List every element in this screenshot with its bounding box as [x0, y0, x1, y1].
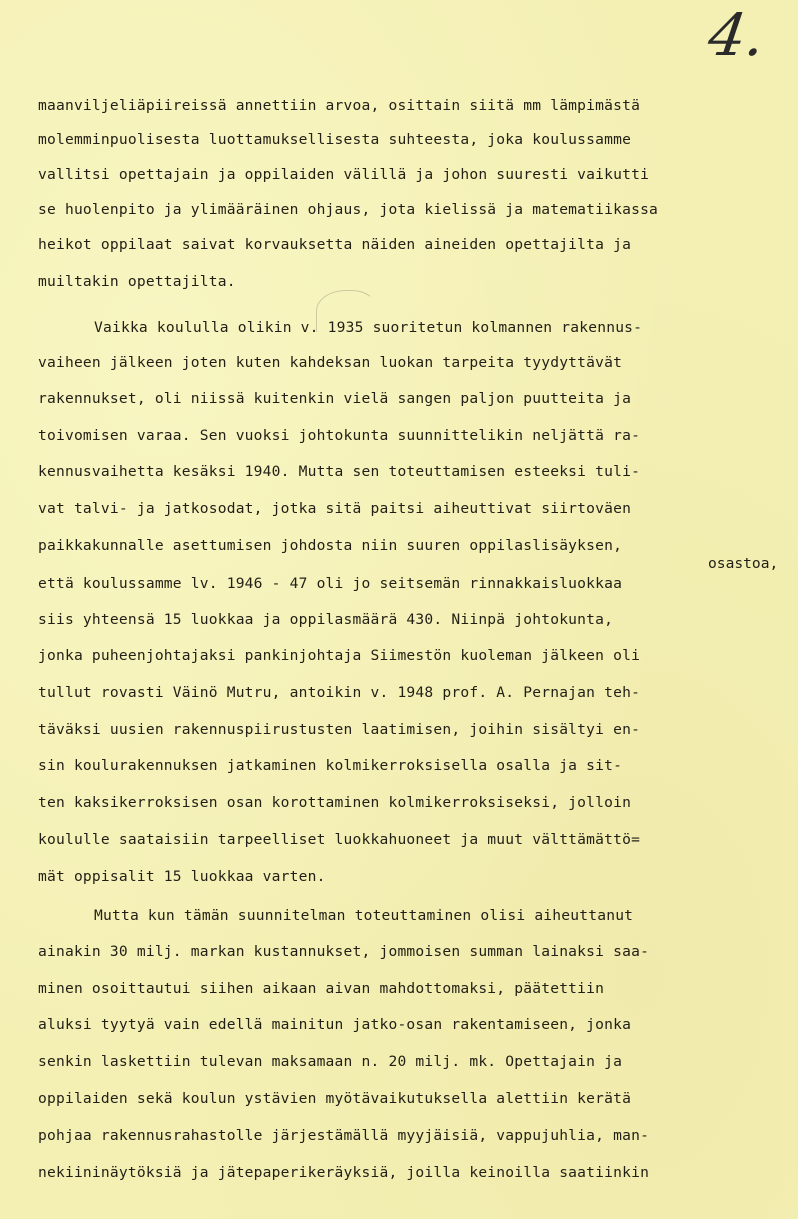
text-line: ainakin 30 milj. markan kustannukset, jommoisen summan lainaksi saa- — [38, 943, 650, 960]
text-line: Vaikka koululla olikin v. 1935 suoritetun kolmannen rakennus- — [94, 319, 643, 336]
interlinear-insertion: osastoa, — [708, 555, 779, 572]
text-line: se huolenpito ja ylimääräinen ohjaus, jota kielissä ja matematiikassa — [38, 201, 659, 218]
text-line: tullut rovasti Väinö Mutru, antoikin v. 1948 prof. A. Pernajan teh- — [38, 684, 641, 701]
text-line: senkin laskettiin tulevan maksamaan n. 20 milj. mk. Opettajain ja — [38, 1053, 623, 1070]
text-line: toivomisen varaa. Sen vuoksi johtokunta suunnittelikin neljättä ra- — [38, 427, 641, 444]
text-line: kennusvaihetta kesäksi 1940. Mutta sen toteuttamisen esteeksi tuli- — [38, 463, 641, 480]
text-line: pohjaa rakennusrahastolle järjestämällä myyjäisiä, vappujuhlia, man- — [38, 1127, 650, 1144]
text-line: maanviljeliäpiireissä annettiin arvoa, osittain siitä mm lämpimästä — [38, 97, 641, 114]
text-line: aluksi tyytyä vain edellä mainitun jatko-osan rakentamiseen, jonka — [38, 1016, 632, 1033]
text-line: oppilaiden sekä koulun ystävien myötävaikutuksella alettiin kerätä — [38, 1090, 632, 1107]
text-line: koululle saataisiin tarpeelliset luokkahuoneet ja muut välttämättö= — [38, 831, 641, 848]
text-line: vallitsi opettajain ja oppilaiden välillä ja johon suuresti vaikutti — [38, 166, 650, 183]
text-line: ten kaksikerroksisen osan korottaminen kolmikerroksiseksi, jolloin — [38, 794, 632, 811]
text-line: vaiheen jälkeen joten kuten kahdeksan luokan tarpeita tyydyttävät — [38, 354, 623, 371]
text-line: vat talvi- ja jatkosodat, jotka sitä paitsi aiheuttivat siirtoväen — [38, 500, 632, 517]
text-line: jonka puheenjohtajaksi pankinjohtaja Siimestön kuoleman jälkeen oli — [38, 647, 641, 664]
text-line: siis yhteensä 15 luokkaa ja oppilasmäärä 430. Niinpä johtokunta, — [38, 611, 614, 628]
text-line: molemminpuolisesta luottamuksellisesta suhteesta, joka koulussamme — [38, 131, 632, 148]
text-line: rakennukset, oli niissä kuitenkin vielä sangen paljon puutteita ja — [38, 390, 632, 407]
text-line: paikkakunnalle asettumisen johdosta niin suuren oppilaslisäyksen, — [38, 537, 623, 554]
text-line: että koulussamme lv. 1946 - 47 oli jo seitsemän rinnakkaisluokkaa — [38, 575, 623, 592]
page-number: 4. — [703, 1, 769, 69]
text-line: mät oppisalit 15 luokkaa varten. — [38, 868, 326, 885]
text-line: heikot oppilaat saivat korvauksetta näiden aineiden opettajilta ja — [38, 236, 632, 253]
text-line: sin koulurakennuksen jatkaminen kolmikerroksisella osalla ja sit- — [38, 757, 623, 774]
text-line: muiltakin opettajilta. — [38, 273, 236, 290]
text-line: Mutta kun tämän suunnitelman toteuttaminen olisi aiheuttanut — [94, 907, 634, 924]
text-line: täväksi uusien rakennuspiirustusten laatimisen, joihin sisältyi en- — [38, 721, 641, 738]
text-line: minen osoittautui siihen aikaan aivan mahdottomaksi, päätettiin — [38, 980, 605, 997]
text-line: nekiininäytöksiä ja jätepaperikeräyksiä, joilla keinoilla saatiinkin — [38, 1164, 650, 1181]
